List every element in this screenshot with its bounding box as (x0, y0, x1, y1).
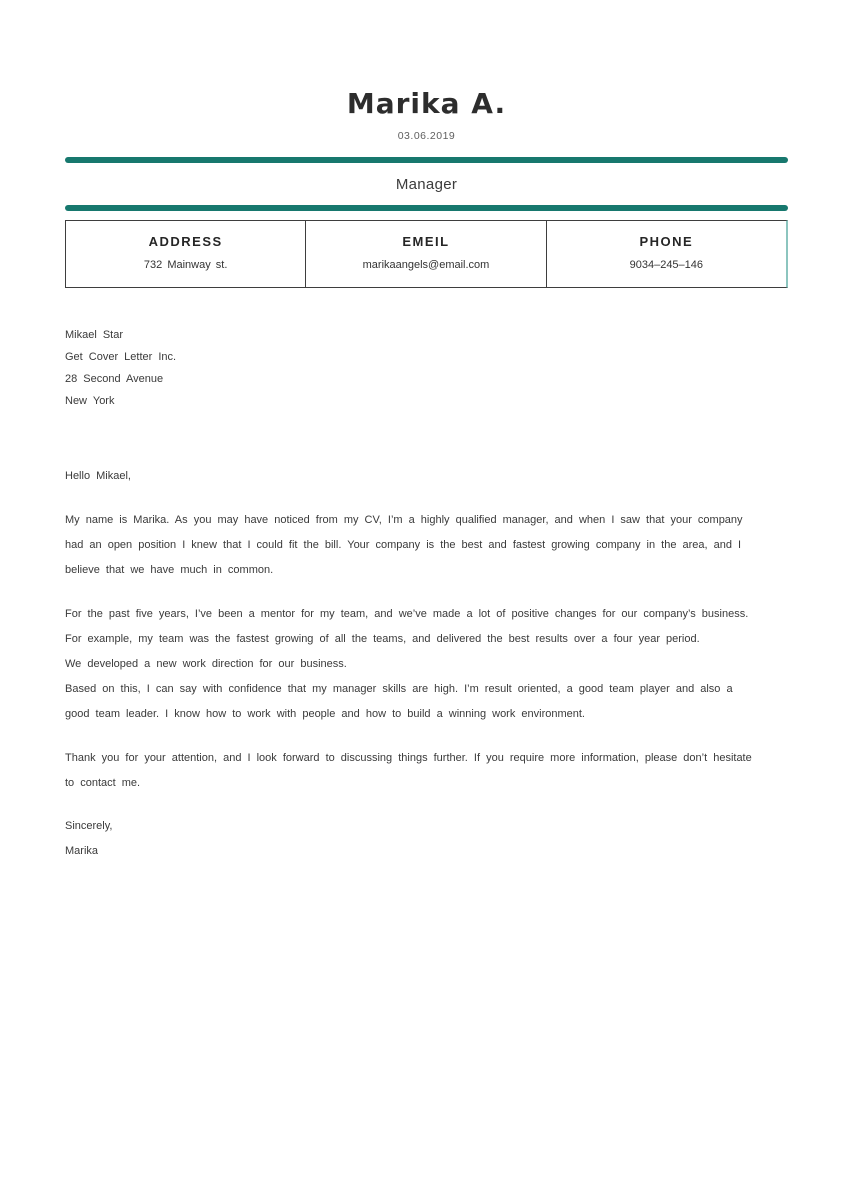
recipient-address-block (65, 324, 788, 412)
job-title: Manager (395, 176, 458, 193)
contact-info-table (65, 220, 788, 288)
contact-value-address: 732 Mainway st. (143, 259, 228, 271)
paragraph-line: good team leader. I know how to work with people and how to build a winning work environment. (65, 708, 585, 720)
paragraph-line: We developed a new work direction for our business. (65, 658, 347, 670)
contact-label-email: EMEIL (402, 234, 450, 249)
letter-paragraph-1 (65, 508, 788, 583)
accent-divider-bottom (65, 205, 788, 211)
contact-cell-address (66, 221, 305, 287)
paragraph-line: to contact me. (65, 777, 141, 789)
contact-cell-email (305, 221, 545, 287)
signature-name: Marika (65, 845, 99, 857)
letter-closing-block (65, 814, 788, 864)
paragraph-line: For example, my team was the fastest growing of all the teams, and delivered the best results over a four year period. (65, 633, 700, 645)
closing-salutation: Sincerely, (65, 820, 113, 832)
paragraph-line: Based on this, I can say with confidence that my manager skills are high. I’m result oriented, a good team player and also a (65, 683, 733, 695)
contact-label-address: ADDRESS (148, 234, 223, 249)
paragraph-line: had an open position I knew that I could fit the bill. Your company is the best and fastest growing company in the area, and I (65, 539, 742, 551)
paragraph-line: believe that we have much in common. (65, 564, 274, 576)
contact-value-email: marikaangels@email.com (362, 259, 490, 271)
recipient-name: Mikael Star (65, 329, 124, 341)
page-title: Marika A. (346, 87, 507, 120)
contact-cell-phone (546, 221, 786, 287)
document-date: 03.06.2019 (397, 130, 456, 142)
letter-greeting: Hello Mikael, (65, 470, 131, 482)
letter-paragraph-2 (65, 602, 788, 727)
recipient-company: Get Cover Letter Inc. (65, 351, 177, 363)
contact-label-phone: PHONE (639, 234, 694, 249)
letter-paragraph-3 (65, 746, 788, 796)
recipient-city: New York (65, 395, 115, 407)
contact-value-phone: 9034–245–146 (629, 259, 704, 271)
recipient-street: 28 Second Avenue (65, 373, 164, 385)
accent-divider-top (65, 157, 788, 163)
paragraph-line: My name is Marika. As you may have noticed from my CV, I’m a highly qualified manager, and when I saw that your company (65, 514, 743, 526)
paragraph-line: For the past five years, I’ve been a mentor for my team, and we’ve made a lot of positive changes for our company’s business. (65, 608, 749, 620)
paragraph-line: Thank you for your attention, and I look forward to discussing things further. If you require more information, please don’t hesitate (65, 752, 752, 764)
